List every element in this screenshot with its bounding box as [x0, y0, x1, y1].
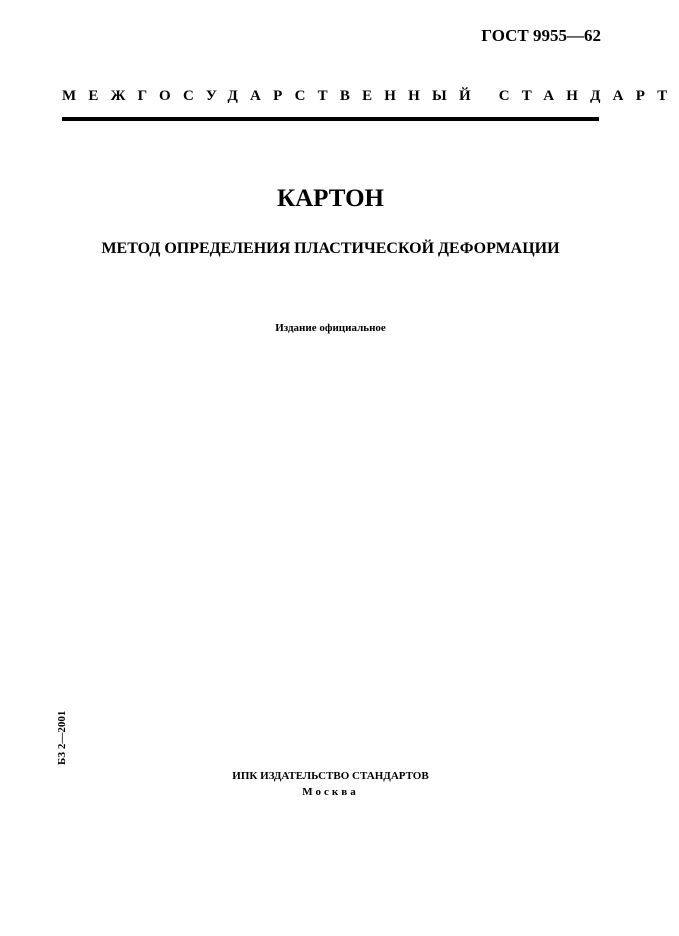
publisher-city: Москва: [302, 786, 359, 798]
publisher-name: ИПК ИЗДАТЕЛЬСТВО СТАНДАРТОВ: [232, 770, 429, 782]
interstate-standard-heading: МЕЖГОСУДАРСТВЕННЫЙ СТАНДАРТ: [62, 88, 679, 104]
document-title: КАРТОН: [277, 185, 384, 212]
header-divider: [62, 117, 599, 121]
document-subtitle: МЕТОД ОПРЕДЕЛЕНИЯ ПЛАСТИЧЕСКОЙ ДЕФОРМАЦИИ: [101, 240, 560, 257]
side-catalog-mark: БЗ 2—2001: [56, 710, 68, 765]
standard-code: ГОСТ 9955—62: [481, 26, 601, 45]
edition-note: Издание официальное: [275, 322, 386, 334]
